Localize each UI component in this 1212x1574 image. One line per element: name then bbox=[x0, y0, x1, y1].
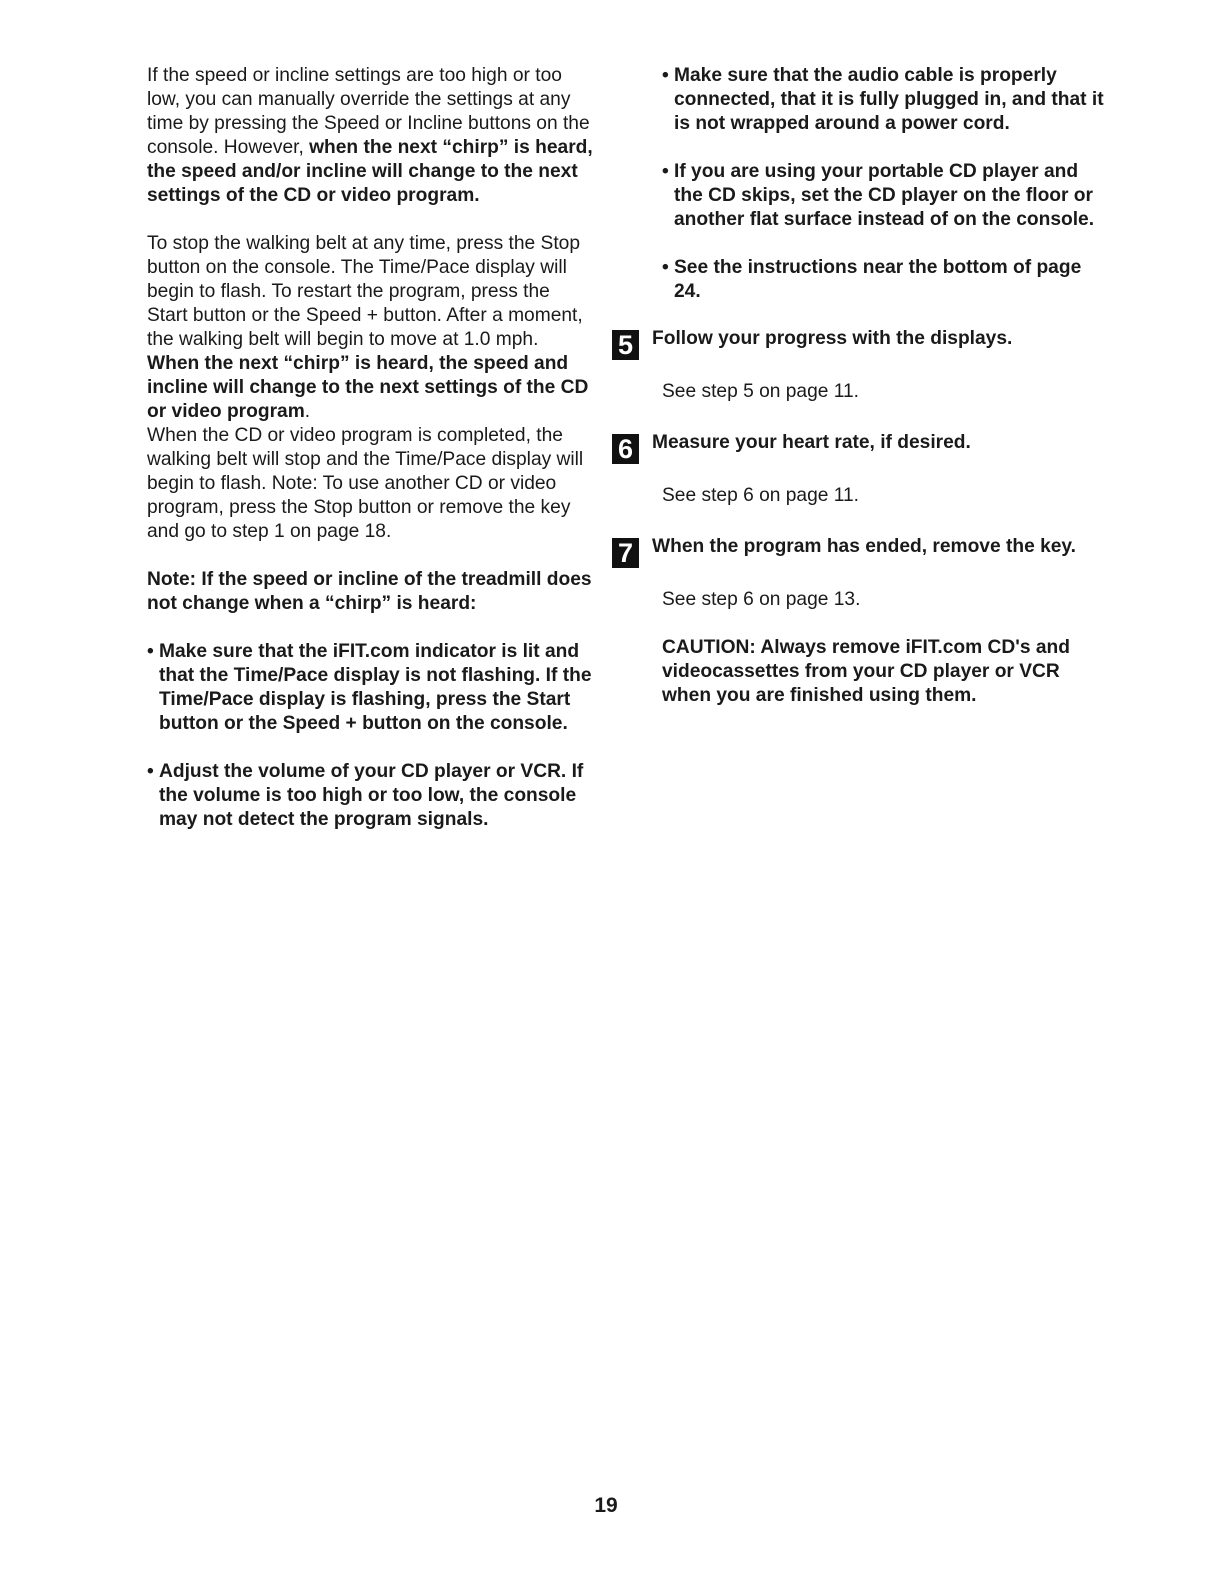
right-column bbox=[612, 64, 1112, 708]
bullet-text: Adjust the volume of your CD player or VCR. If the volume is too high or too low, the console may not detect the program signals. bbox=[159, 761, 584, 830]
bullet-dot: • bbox=[662, 257, 669, 278]
step-7 bbox=[612, 532, 1112, 568]
page-number: 19 bbox=[594, 1494, 618, 1517]
stop-bold-text: When the next “chirp” is heard, the speed and incline will change to the next settings of the CD or video program bbox=[147, 353, 589, 422]
step-6 bbox=[612, 428, 1112, 464]
step-title: When the program has ended, remove the key. bbox=[652, 536, 1077, 557]
step-title: Measure your heart rate, if desired. bbox=[652, 432, 971, 453]
note-heading: Note: If the speed or incline of the treadmill does not change when a “chirp” is heard: bbox=[147, 569, 592, 614]
caution-note: CAUTION: Always remove iFIT.com CD's and videocassettes from your CD player or VCR when you are finished using them. bbox=[662, 637, 1070, 706]
bullet-item bbox=[662, 256, 1112, 304]
paragraph-completed: When the CD or video program is completed, the walking belt will stop and the Time/Pace display will begin to flash. Note: To use another CD or video program, press the Stop button or remove the key and go to step 1 on page 18. bbox=[147, 425, 584, 542]
bullet-dot: • bbox=[662, 161, 669, 182]
bullet-text: See the instructions near the bottom of page 24. bbox=[674, 257, 1082, 302]
step-number-badge: 7 bbox=[612, 538, 639, 568]
left-column bbox=[147, 64, 593, 832]
bullet-text: If you are using your portable CD player and the CD skips, set the CD player on the floor or another flat surface instead of on the console. bbox=[674, 161, 1095, 230]
bullet-item bbox=[147, 760, 593, 832]
bullet-text: Make sure that the iFIT.com indicator is lit and that the Time/Pace display is not flashing. If the Time/Pace display is flashing, press the Start button or the Speed + button on the console. bbox=[159, 641, 592, 734]
bullet-dot: • bbox=[147, 761, 154, 782]
bullet-dot: • bbox=[662, 65, 669, 86]
bullet-text: Make sure that the audio cable is properly connected, that it is fully plugged in, and that it is not wrapped around a power cord. bbox=[674, 65, 1104, 134]
override-bold-text: when the next “chirp” is heard, the speed and/or incline will change to the next settings of the CD or video program. bbox=[147, 137, 593, 206]
bullet-dot: • bbox=[147, 641, 154, 662]
step-reference: See step 6 on page 13. bbox=[662, 589, 861, 610]
bullet-item bbox=[147, 640, 593, 736]
stop-end: . bbox=[304, 401, 311, 422]
override-text: If the speed or incline settings are too high or too low, you can manually override the settings at any time by pressing the Speed or Incline buttons on the console. However, bbox=[147, 65, 590, 158]
step-number-badge: 5 bbox=[612, 330, 639, 360]
stop-text: To stop the walking belt at any time, press the Stop button on the console. The Time/Pace display will begin to flash. To restart the program, press the Start button or the Speed + button. After a moment, the walking belt will begin to move at 1.0 mph. bbox=[147, 233, 583, 350]
paragraph-stop bbox=[147, 232, 593, 424]
paragraph-override bbox=[147, 64, 593, 208]
step-title: Follow your progress with the displays. bbox=[652, 328, 1013, 349]
bullet-item bbox=[662, 64, 1112, 136]
step-5 bbox=[612, 324, 1112, 360]
step-number-badge: 6 bbox=[612, 434, 639, 464]
bullet-item bbox=[662, 160, 1112, 232]
step-reference: See step 6 on page 11. bbox=[662, 485, 860, 506]
step-reference: See step 5 on page 11. bbox=[662, 381, 860, 402]
